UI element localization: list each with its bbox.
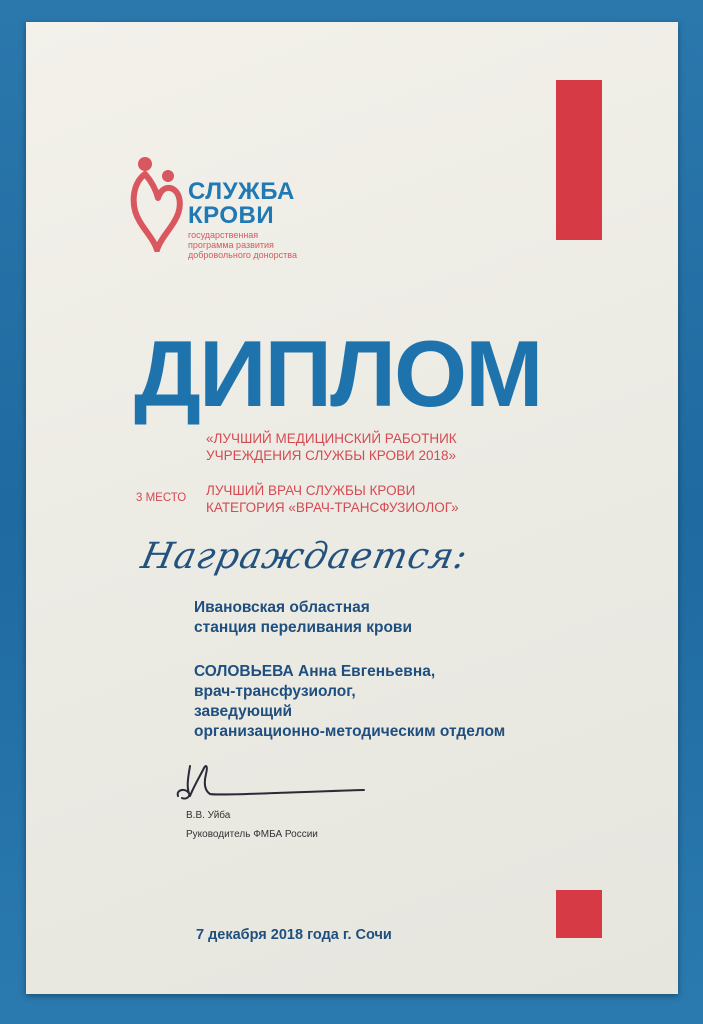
logo-title-line1: СЛУЖБА: [188, 178, 295, 205]
logo-subtitle: [188, 230, 297, 260]
category-line1: ЛУЧШИЙ ВРАЧ СЛУЖБЫ КРОВИ: [206, 483, 416, 498]
category-line2: КАТЕГОРИЯ «ВРАЧ-ТРАНСФУЗИОЛОГ»: [206, 500, 459, 515]
category-name: [206, 482, 459, 516]
signer-block: [186, 806, 318, 844]
organization-line2: станция переливания крови: [194, 619, 412, 636]
diploma-title: ДИПЛОМ: [134, 321, 542, 426]
red-accent-square: [556, 890, 602, 938]
red-accent-bar: [556, 80, 602, 240]
recipient-info: [194, 662, 505, 742]
logo-title: [188, 180, 295, 228]
signer-name: В.В. Уйба: [186, 810, 231, 821]
recipient-line4: организационно-методическим отделом: [194, 723, 506, 740]
place-label: 3 МЕСТО: [136, 492, 187, 504]
awarded-heading: Награждается:: [137, 536, 472, 577]
blood-drop-people-logo-icon: [130, 154, 186, 252]
date-place: 7 декабря 2018 года г. Сочи: [196, 927, 392, 943]
recipient-line2: врач-трансфузиолог,: [194, 683, 356, 700]
recipient-line3: заведующий: [194, 703, 293, 720]
contest-line2: УЧРЕЖДЕНИЯ СЛУЖБЫ КРОВИ 2018»: [206, 448, 456, 463]
diploma-sheet: [26, 22, 678, 994]
logo-subtitle-line3: добровольного донорства: [188, 250, 297, 260]
organization-line1: Ивановская областная: [194, 599, 370, 616]
contest-line1: «ЛУЧШИЙ МЕДИЦИНСКИЙ РАБОТНИК: [206, 431, 457, 446]
logo-title-line2: КРОВИ: [188, 202, 275, 229]
organization-name: [194, 598, 412, 638]
logo-subtitle-line2: программа развития: [188, 240, 274, 250]
signer-position: Руководитель ФМБА России: [186, 829, 318, 840]
logo-subtitle-line1: государственная: [188, 230, 259, 240]
contest-name: [206, 430, 457, 464]
recipient-line1: СОЛОВЬЕВА Анна Евгеньевна,: [194, 663, 436, 680]
signature-icon: [174, 760, 374, 804]
